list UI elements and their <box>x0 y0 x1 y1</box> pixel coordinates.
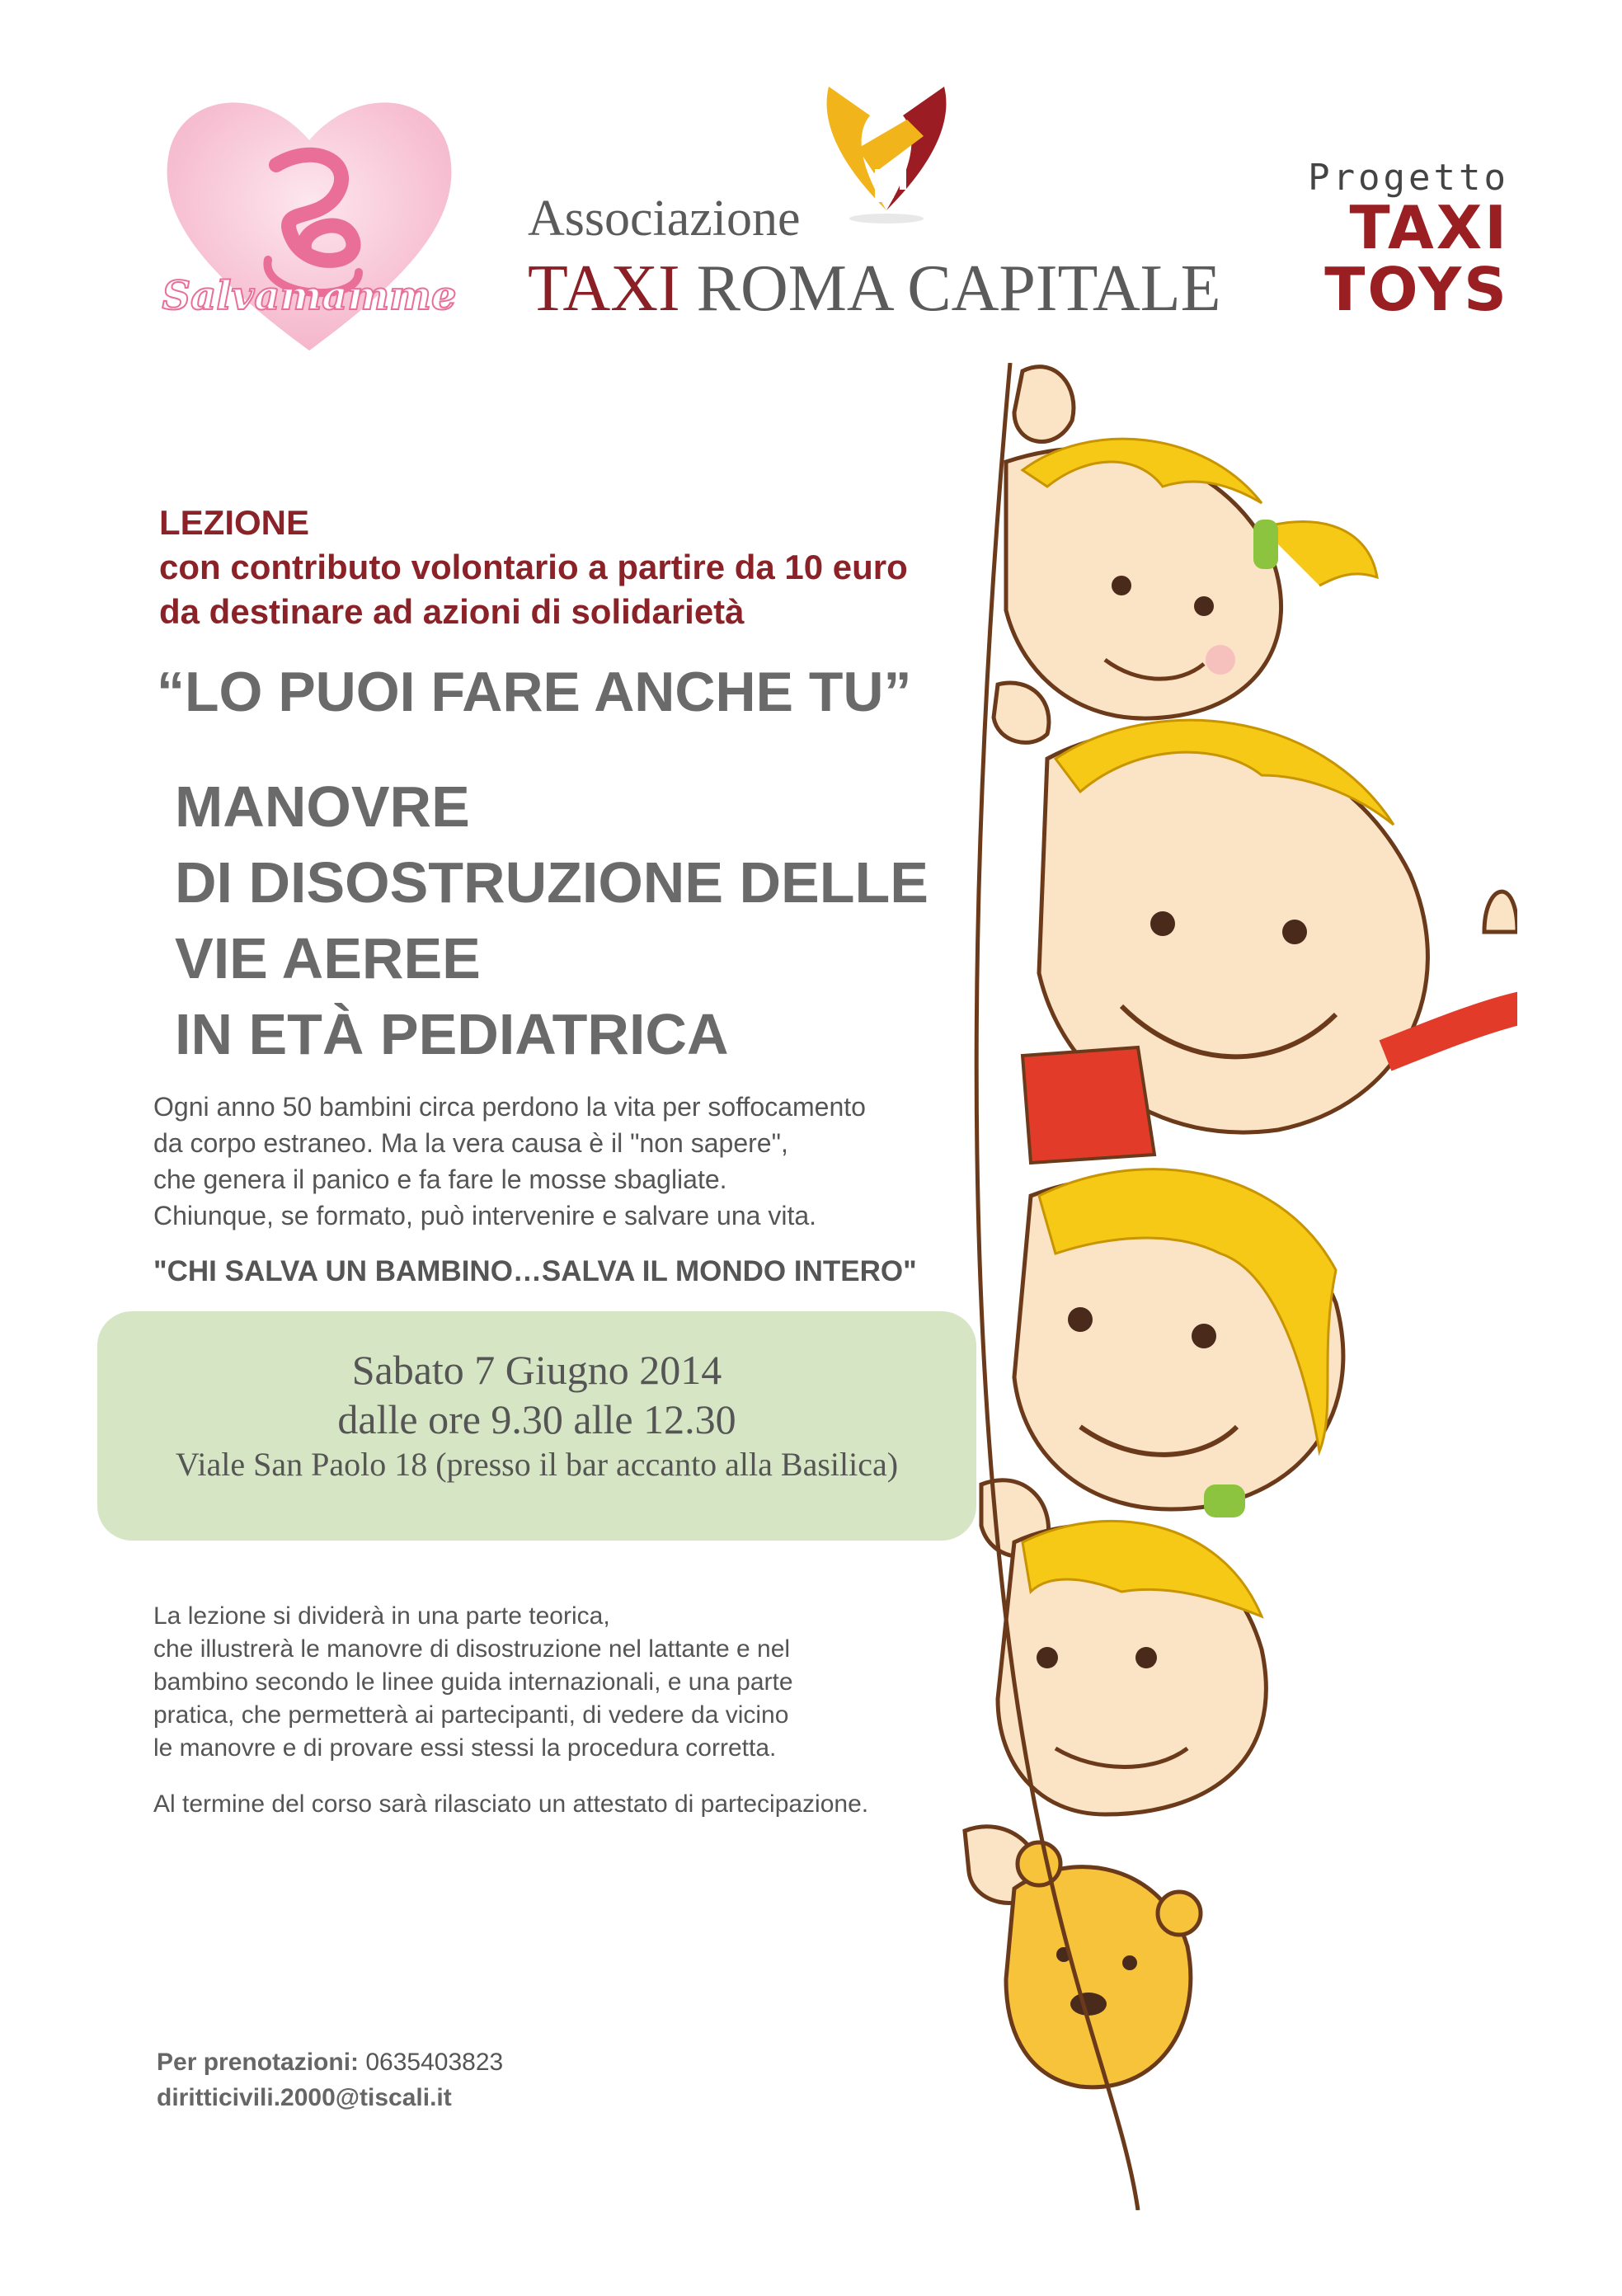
bear-toy <box>1006 1842 1201 2087</box>
title-line1: MANOVRE <box>175 774 470 839</box>
event-place: Viale San Paolo 18 (presso il bar accanto alla Basilica) <box>175 1446 899 1483</box>
intro-paragraph <box>153 1089 866 1234</box>
lezione-block <box>159 501 908 634</box>
event-info-box <box>97 1311 976 1541</box>
event-time: dalle ore 9.30 alle 12.30 <box>337 1396 736 1442</box>
contact-phone-line <box>157 2049 503 2077</box>
lesson-line3: bambino secondo le linee guida internazionali, e una parte <box>153 1668 793 1696</box>
intro-line4: Chiunque, se formato, può intervenire e salvare una vita. <box>153 1201 817 1230</box>
lezione-line3: da destinare ad azioni di solidarietà <box>159 592 745 631</box>
handshake-heart-icon <box>812 70 961 227</box>
taxi-toys-logo <box>1295 157 1509 330</box>
assoc-line2 <box>528 252 1221 327</box>
title-line2: DI DISOSTRUZIONE DELLE <box>175 850 929 915</box>
lesson-paragraph <box>153 1600 868 1821</box>
lesson-line5: le manovre e di provare essi stessi la procedura corretta. <box>153 1734 777 1762</box>
contact-email-line <box>157 2084 452 2112</box>
lezione-line2: con contributo volontario a partire da 10 euro <box>159 548 908 586</box>
contact-phone: 0635403823 <box>365 2049 504 2076</box>
lesson-line4: pratica, che permetterà ai partecipanti, di vedere da vicino <box>153 1701 789 1729</box>
title-line3: VIE AEREE <box>175 926 481 990</box>
quote-heading: “LO PUOI FARE ANCHE TU” <box>157 661 912 723</box>
taxitoys-progetto: Progetto <box>1308 157 1509 199</box>
children-illustration <box>891 363 1517 2210</box>
taxitoys-toys: TOYS <box>1324 255 1509 324</box>
motto: "CHI SALVA UN BAMBINO…SALVA IL MONDO INTERO" <box>153 1255 917 1287</box>
assoc-roma-capitale: ROMA CAPITALE <box>679 252 1221 325</box>
title-line4: IN ETÀ PEDIATRICA <box>175 1002 729 1066</box>
intro-line2: da corpo estraneo. Ma la vera causa è il "non sapere", <box>153 1128 788 1158</box>
contact-label: Per prenotazioni: <box>157 2049 360 2076</box>
assoc-taxi: TAXI <box>528 252 680 325</box>
child-top <box>994 367 1377 743</box>
salvamamme-logo-text: Salvamamme <box>162 273 457 319</box>
taxi-roma-capitale-logo <box>528 74 1253 338</box>
intro-line3: che genera il panico e fa fare le mosse sbagliate. <box>153 1164 727 1194</box>
lesson-line2: che illustrerà le manovre di disostruzione nel lattante e nel <box>153 1635 791 1663</box>
child-bottom <box>965 1521 1266 1903</box>
lesson-certificate: Al termine del corso sarà rilasciato un attestato di partecipazione. <box>153 1790 869 1818</box>
main-title <box>175 769 929 1072</box>
child-waving <box>1023 720 1517 1163</box>
intro-line1: Ogni anno 50 bambini circa perdono la vita per soffocamento <box>153 1092 866 1122</box>
contact-email: diritticivili.2000@tiscali.it <box>157 2084 452 2111</box>
heart-icon <box>153 74 466 359</box>
salvamamme-logo <box>153 74 466 359</box>
assoc-line1: Associazione <box>528 191 801 247</box>
children-peeking-image <box>891 363 1517 2210</box>
lesson-line1: La lezione si dividerà in una parte teorica, <box>153 1602 610 1630</box>
event-date: Sabato 7 Giugno 2014 <box>351 1347 722 1393</box>
taxitoys-taxi: TAXI <box>1349 193 1509 262</box>
child-middle <box>981 1169 1343 1557</box>
lezione-line1: LEZIONE <box>159 503 310 542</box>
